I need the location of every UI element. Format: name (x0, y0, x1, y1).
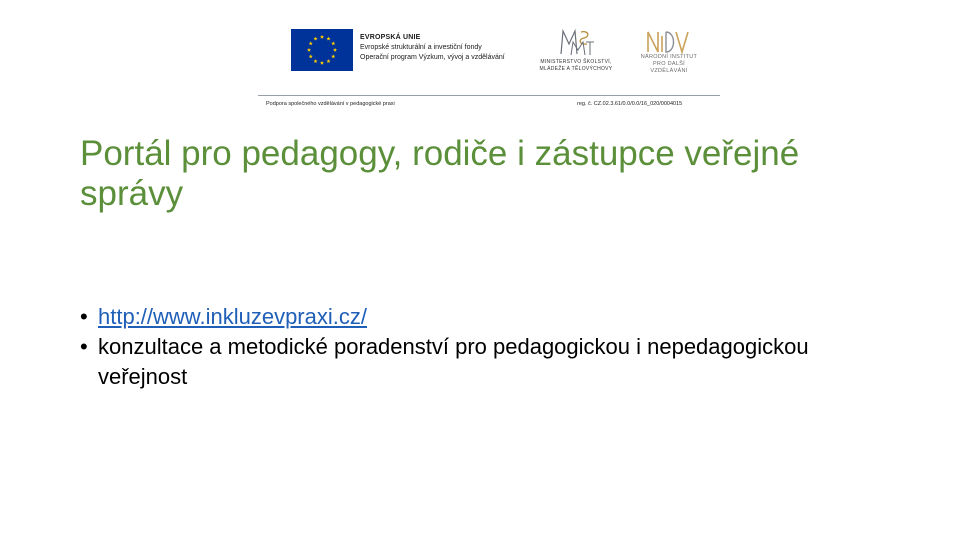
msmt-monogram-icon (559, 28, 595, 56)
portal-link[interactable]: http://www.inkluzevpraxi.cz/ (98, 304, 367, 329)
header-divider (258, 95, 720, 96)
bullet-text: konzultace a metodické poradenství pro pedagogickou i nepedagogickou veřejnost (98, 334, 809, 389)
bullet-list (80, 302, 880, 392)
eu-logo-text (360, 33, 505, 63)
bullet-dot-icon: • (80, 334, 88, 359)
nidv-caption (638, 54, 700, 75)
msmt-caption-line2: MLÁDEŽE A TĚLOVÝCHOVY (539, 66, 613, 72)
eu-flag-logo (291, 29, 353, 71)
slide-title: Portál pro pedagogy, rodiče i zástupce veřejné správy (80, 134, 800, 213)
eu-funds-line: Evropské strukturální a investiční fondy (360, 44, 482, 51)
project-name: Podpora společného vzdělávání v pedagogické praxi (266, 101, 395, 107)
msmt-logo (536, 28, 616, 76)
msmt-caption (536, 59, 616, 73)
nidv-caption-line1: NÁRODNÍ INSTITUT (640, 54, 698, 60)
nidv-caption-line2: PRO DALŠÍ (652, 61, 686, 67)
eu-programme-line: Operační program Výzkum, vývoj a vzdělávání (360, 54, 505, 61)
bullet-item-consultation (80, 332, 880, 392)
eu-flag-icon (291, 29, 353, 71)
nidv-monogram-icon (646, 28, 690, 54)
nidv-caption-line3: VZDĚLÁVÁNÍ (650, 68, 688, 74)
bullet-dot-icon: • (80, 304, 88, 329)
msmt-caption-line1: MINISTERSTVO ŠKOLSTVÍ, (540, 59, 612, 65)
nidv-logo (638, 28, 702, 74)
bullet-item-link (80, 302, 880, 332)
registration-number: reg. č. CZ.02.3.61/0.0/0.0/16_020/0004015 (577, 101, 683, 107)
eu-title: EVROPSKÁ UNIE (360, 34, 421, 41)
